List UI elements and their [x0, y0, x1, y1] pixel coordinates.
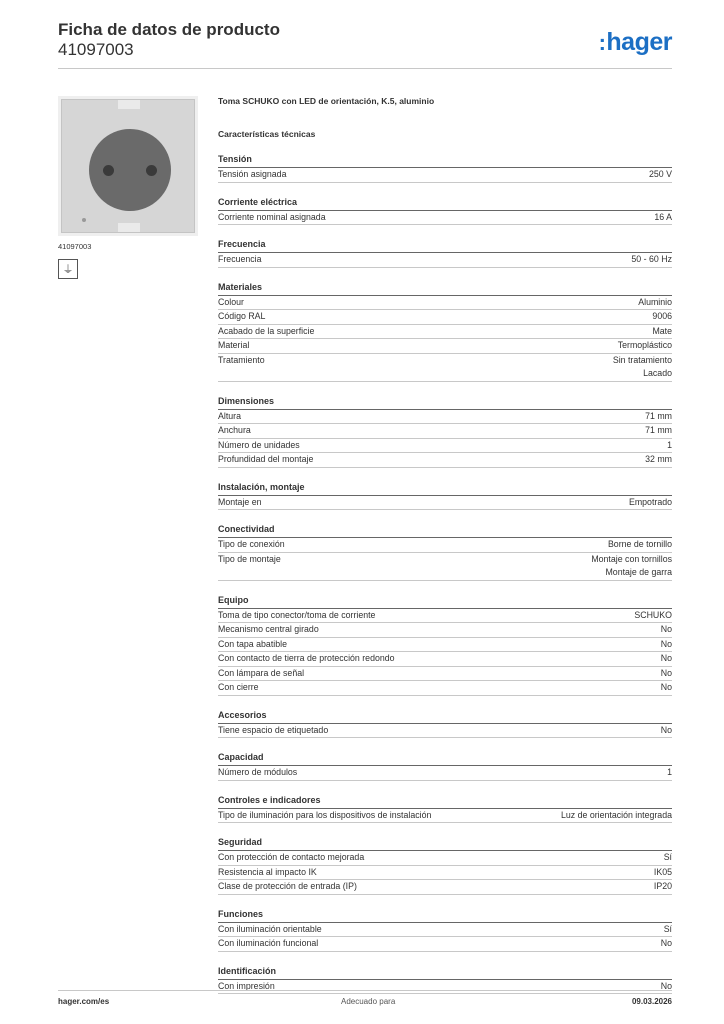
spec-section: [218, 909, 672, 952]
spec-section: [218, 595, 672, 696]
spec-row: [218, 724, 672, 739]
spec-row: [218, 880, 672, 895]
spec-row: [218, 652, 672, 667]
spec-row: [218, 410, 672, 425]
spec-label: Tipo de montaje: [218, 553, 281, 564]
section-title: Tensión: [218, 154, 672, 168]
spec-value: IK05: [653, 866, 672, 877]
spec-section: [218, 752, 672, 781]
hager-logo[interactable]: :hager: [598, 28, 672, 56]
spec-section: [218, 282, 672, 382]
footer-website-link[interactable]: hager.com/es: [58, 997, 110, 1006]
spec-row: [218, 538, 672, 553]
spec-value: Montaje con tornillos Montaje de garra: [591, 553, 672, 577]
header-divider: [58, 68, 672, 69]
spec-label: Resistencia al impacto IK: [218, 866, 317, 877]
spec-label: Colour: [218, 296, 244, 307]
spec-row: [218, 553, 672, 581]
left-column: [58, 96, 200, 279]
section-title: Materiales: [218, 282, 672, 296]
section-title: Frecuencia: [218, 239, 672, 253]
spec-label: Con cierre: [218, 682, 259, 692]
spec-value: No: [660, 938, 672, 948]
header: [58, 20, 672, 60]
spec-row: [218, 681, 672, 696]
spec-label: Altura: [218, 410, 241, 421]
footer-suitable-for: Adecuado para: [341, 997, 396, 1006]
spec-section: [218, 482, 672, 511]
spec-label: Tratamiento: [218, 354, 265, 365]
spec-label: Con tapa abatible: [218, 638, 287, 649]
spec-section: [218, 239, 672, 268]
spec-value: Termoplástico: [617, 340, 672, 350]
spec-value: No: [660, 638, 672, 649]
spec-row: [218, 609, 672, 624]
spec-value: Borne de tornillo: [607, 539, 672, 549]
spec-row: [218, 325, 672, 340]
spec-row: [218, 439, 672, 454]
spec-section: [218, 396, 672, 468]
spec-label: Anchura: [218, 425, 251, 435]
spec-label: Tensión asignada: [218, 169, 287, 179]
spec-row: [218, 623, 672, 638]
spec-row: [218, 851, 672, 866]
spec-value: 32 mm: [645, 454, 672, 464]
footer-divider: [58, 990, 672, 991]
spec-section: [218, 795, 672, 824]
spec-label: Con contacto de tierra de protección redondo: [218, 653, 395, 663]
spec-value: 1: [667, 767, 672, 777]
spec-value: Mate: [652, 325, 672, 336]
image-code: 41097003: [58, 242, 92, 251]
spec-section: [218, 710, 672, 739]
spec-label: Corriente nominal asignada: [218, 211, 326, 222]
spec-sheet: [218, 96, 672, 994]
spec-label: Con iluminación funcional: [218, 938, 319, 948]
spec-value: 16 A: [654, 211, 672, 222]
spec-row: [218, 339, 672, 354]
spec-label: Mecanismo central girado: [218, 624, 319, 634]
spec-label: Con iluminación orientable: [218, 923, 322, 934]
section-title: Accesorios: [218, 710, 672, 724]
spec-label: Número de unidades: [218, 439, 300, 450]
spec-row: [218, 253, 672, 268]
spec-label: Montaje en: [218, 496, 262, 507]
spec-value: No: [660, 667, 672, 678]
spec-label: Material: [218, 340, 250, 350]
section-title: Instalación, montaje: [218, 482, 672, 496]
spec-value: SCHUKO: [634, 609, 672, 620]
spec-value: Empotrado: [628, 496, 672, 507]
product-image: [58, 96, 198, 236]
spec-label: Con impresión: [218, 980, 275, 991]
spec-row: [218, 496, 672, 511]
ground-symbol-icon: ⏚: [58, 259, 78, 279]
spec-value: Sí: [663, 852, 672, 862]
spec-row: [218, 310, 672, 325]
section-title: Dimensiones: [218, 396, 672, 410]
spec-row: [218, 667, 672, 682]
spec-label: Toma de tipo conector/toma de corriente: [218, 609, 376, 620]
spec-section: [218, 197, 672, 226]
spec-row: [218, 937, 672, 952]
spec-value: IP20: [653, 881, 672, 891]
section-title: Corriente eléctrica: [218, 197, 672, 211]
spec-value: Sí: [663, 923, 672, 934]
socket-face: [89, 129, 171, 211]
spec-row: [218, 168, 672, 183]
spec-label: Clase de protección de entrada (IP): [218, 881, 357, 891]
spec-row: [218, 980, 672, 995]
spec-row: [218, 866, 672, 881]
spec-row: [218, 923, 672, 938]
section-title: Funciones: [218, 909, 672, 923]
spec-label: Con protección de contacto mejorada: [218, 852, 365, 862]
spec-section: [218, 524, 672, 581]
spec-value: 9006: [652, 311, 672, 321]
spec-label: Número de módulos: [218, 767, 298, 777]
spec-value: 250 V: [649, 169, 672, 179]
section-title: Seguridad: [218, 837, 672, 851]
section-title: Equipo: [218, 595, 672, 609]
spec-value: 71 mm: [645, 425, 672, 435]
spec-row: [218, 809, 672, 824]
spec-row: [218, 453, 672, 468]
spec-row: [218, 638, 672, 653]
spec-label: Frecuencia: [218, 254, 262, 264]
spec-label: Tipo de iluminación para los dispositivos de instalación: [218, 809, 432, 820]
section-title: Capacidad: [218, 752, 672, 766]
spec-row: [218, 354, 672, 382]
spec-label: Tipo de conexión: [218, 539, 285, 549]
spec-value: 50 - 60 Hz: [631, 254, 672, 264]
spec-value: 71 mm: [645, 410, 672, 421]
page-title: Ficha de datos de producto: [58, 20, 280, 39]
spec-value: No: [660, 724, 672, 735]
spec-row: [218, 211, 672, 226]
spec-value: Aluminio: [638, 296, 672, 307]
spec-label: Con lámpara de señal: [218, 667, 305, 678]
spec-section: [218, 154, 672, 183]
spec-row: [218, 296, 672, 311]
spec-section: [218, 837, 672, 895]
spec-value: 1: [667, 439, 672, 450]
spec-value: No: [660, 653, 672, 663]
spec-label: Código RAL: [218, 311, 266, 321]
led-indicator: [82, 218, 86, 222]
spec-label: Tiene espacio de etiquetado: [218, 724, 329, 735]
spec-value: Sin tratamiento Lacado: [612, 354, 672, 378]
spec-label: Profundidad del montaje: [218, 454, 314, 464]
section-title: Identificación: [218, 966, 672, 980]
section-title: Controles e indicadores: [218, 795, 672, 809]
spec-row: [218, 424, 672, 439]
spec-label: Acabado de la superficie: [218, 325, 315, 336]
spec-value: No: [660, 624, 672, 634]
tech-title: Características técnicas: [218, 129, 316, 139]
product-code: 41097003: [58, 40, 134, 59]
spec-value: No: [660, 682, 672, 692]
section-title: Conectividad: [218, 524, 672, 538]
spec-value: Luz de orientación integrada: [560, 809, 672, 820]
spec-row: [218, 766, 672, 781]
product-description: Toma SCHUKO con LED de orientación, K.5, aluminio: [218, 96, 435, 106]
spec-value: No: [660, 980, 672, 991]
footer-date: 09.03.2026: [631, 997, 672, 1006]
